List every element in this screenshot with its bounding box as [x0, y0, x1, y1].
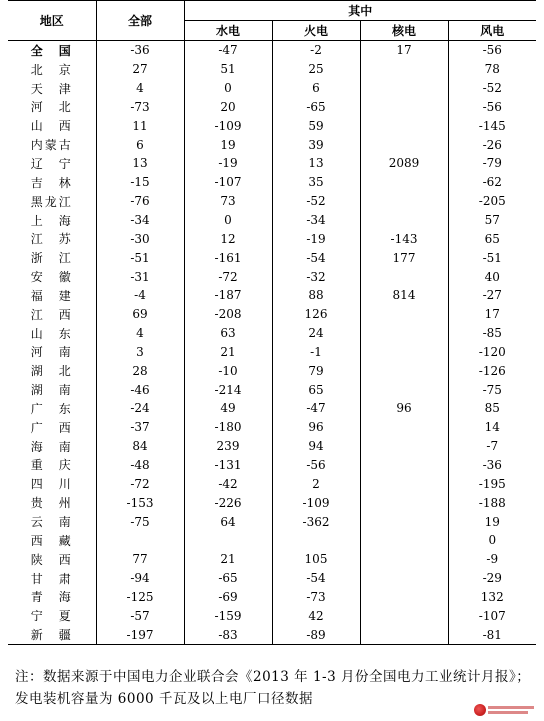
cell-wind: 57 — [484, 213, 500, 228]
cell-thermal: -19 — [272, 229, 360, 248]
cell-region: 河 南 — [8, 343, 96, 362]
cell-region: 新 疆 — [8, 625, 96, 644]
cell-hydro: 239 — [184, 437, 272, 456]
cell-total: 84 — [96, 437, 184, 456]
cell-hydro: -72 — [184, 267, 272, 286]
cell-nuclear — [360, 474, 448, 493]
cell-thermal: 105 — [272, 550, 360, 569]
cell-total: 27 — [96, 60, 184, 79]
cell-nuclear — [360, 324, 448, 343]
cell-hydro — [184, 531, 272, 550]
cell-region: 青 海 — [8, 587, 96, 606]
cell-total: 77 — [96, 550, 184, 569]
cell-total: -94 — [96, 569, 184, 588]
cell-thermal: 25 — [272, 60, 360, 79]
table-row — [8, 399, 536, 418]
cell-wind: -56 — [482, 99, 502, 114]
cell-total: -31 — [96, 267, 184, 286]
cell-hydro: 20 — [184, 98, 272, 117]
table-row — [8, 418, 536, 437]
cell-thermal: 42 — [272, 606, 360, 625]
cell-hydro: 19 — [184, 135, 272, 154]
cell-thermal: 126 — [272, 305, 360, 324]
cell-region: 北 京 — [8, 60, 96, 79]
cell-nuclear — [360, 305, 448, 324]
cell-thermal: 6 — [272, 79, 360, 98]
cell-total: -36 — [96, 41, 184, 60]
cell-nuclear: -143 — [360, 229, 448, 248]
watermark — [474, 702, 538, 718]
cell-wind: -188 — [478, 495, 506, 510]
cell-thermal: 35 — [272, 173, 360, 192]
cell-region: 江 苏 — [8, 229, 96, 248]
cell-thermal: 59 — [272, 116, 360, 135]
cell-nuclear — [360, 437, 448, 456]
cell-total: 28 — [96, 361, 184, 380]
cell-wind: -79 — [482, 156, 502, 171]
header-hydro: 水电 — [184, 21, 272, 41]
header-group: 其中 — [184, 1, 536, 21]
cell-nuclear — [360, 512, 448, 531]
header-wind: 风电 — [448, 21, 536, 41]
cell-hydro: -161 — [184, 248, 272, 267]
cell-thermal: -1 — [272, 343, 360, 362]
cell-total: 6 — [96, 135, 184, 154]
cell-hydro: -159 — [184, 606, 272, 625]
cell-wind: 0 — [488, 533, 497, 548]
cell-thermal: -34 — [272, 211, 360, 230]
table-row — [8, 229, 536, 248]
table-row — [8, 79, 536, 98]
table-row — [8, 474, 536, 493]
cell-region: 福 建 — [8, 286, 96, 305]
cell-total: -76 — [96, 192, 184, 211]
cell-wind: -7 — [486, 439, 499, 454]
table-row — [8, 286, 536, 305]
cell-region: 河 北 — [8, 98, 96, 117]
cell-thermal: -47 — [272, 399, 360, 418]
cell-total: -197 — [96, 625, 184, 644]
cell-wind: -26 — [482, 137, 502, 152]
cell-total: -15 — [96, 173, 184, 192]
cell-region: 四 川 — [8, 474, 96, 493]
source-note: 注：数据来源于中国电力企业联合会《2013 年 1-3 月份全国电力工业统计月报》；发电装机容量为 6000 千瓦及以上电厂口径数据 — [15, 669, 531, 707]
cell-nuclear — [360, 493, 448, 512]
table-row — [8, 98, 536, 117]
cell-thermal: -362 — [272, 512, 360, 531]
header-total: 全部 — [96, 1, 184, 41]
cell-region: 吉 林 — [8, 173, 96, 192]
table-row — [8, 361, 536, 380]
cell-wind: 85 — [484, 401, 500, 416]
cell-wind: -205 — [478, 194, 506, 209]
cell-nuclear — [360, 267, 448, 286]
cell-nuclear — [360, 343, 448, 362]
cell-region: 甘 肃 — [8, 569, 96, 588]
cell-hydro: 64 — [184, 512, 272, 531]
cell-wind: -145 — [478, 118, 506, 133]
cell-nuclear — [360, 79, 448, 98]
cell-total: 4 — [96, 324, 184, 343]
cell-wind: -81 — [448, 625, 536, 644]
cell-thermal — [272, 531, 360, 550]
table-row — [8, 324, 536, 343]
cell-nuclear — [360, 135, 448, 154]
cell-thermal: -2 — [272, 41, 360, 60]
cell-wind: 14 — [484, 420, 500, 435]
table-row — [8, 587, 536, 606]
cell-nuclear — [360, 418, 448, 437]
cell-wind: -126 — [478, 363, 506, 378]
cell-total: -4 — [96, 286, 184, 305]
cell-hydro: 63 — [184, 324, 272, 343]
cell-total: -37 — [96, 418, 184, 437]
header-region: 地区 — [8, 1, 96, 41]
cell-total — [96, 531, 184, 550]
cell-region: 江 西 — [8, 305, 96, 324]
cell-nuclear — [360, 98, 448, 117]
cell-region: 山 东 — [8, 324, 96, 343]
table-body — [8, 41, 536, 645]
cell-thermal: -56 — [272, 456, 360, 475]
cell-total: -72 — [96, 474, 184, 493]
cell-region: 安 徽 — [8, 267, 96, 286]
cell-hydro: 0 — [184, 79, 272, 98]
cell-nuclear — [360, 116, 448, 135]
cell-hydro: -208 — [184, 305, 272, 324]
cell-hydro: -10 — [184, 361, 272, 380]
cell-total: 3 — [96, 343, 184, 362]
cell-hydro: -180 — [184, 418, 272, 437]
cell-nuclear — [360, 211, 448, 230]
data-table-container — [8, 0, 536, 645]
table-row — [8, 550, 536, 569]
cell-wind: -27 — [482, 288, 502, 303]
table-row — [8, 493, 536, 512]
header-nuclear: 核电 — [360, 21, 448, 41]
table-row — [8, 343, 536, 362]
cell-total: 13 — [96, 154, 184, 173]
table-row — [8, 248, 536, 267]
cell-region: 广 西 — [8, 418, 96, 437]
cell-thermal: 88 — [272, 286, 360, 305]
cell-hydro: -19 — [184, 154, 272, 173]
cell-region: 西 藏 — [8, 531, 96, 550]
cell-nuclear — [360, 606, 448, 625]
cell-wind: -195 — [478, 476, 506, 491]
table-row — [8, 380, 536, 399]
cell-wind: 132 — [480, 589, 504, 604]
cell-nuclear — [360, 569, 448, 588]
cell-total: -73 — [96, 98, 184, 117]
cell-hydro: 21 — [184, 550, 272, 569]
cell-total: -34 — [96, 211, 184, 230]
cell-wind: -29 — [482, 571, 502, 586]
cell-region: 广 东 — [8, 399, 96, 418]
cell-nuclear — [360, 361, 448, 380]
cell-hydro: -69 — [184, 587, 272, 606]
cell-region: 全 国 — [8, 41, 96, 60]
cell-wind: -52 — [482, 81, 502, 96]
cell-nuclear: 17 — [360, 41, 448, 60]
table-row — [8, 456, 536, 475]
cell-thermal: -54 — [272, 569, 360, 588]
cell-nuclear — [360, 60, 448, 79]
cell-hydro: 49 — [184, 399, 272, 418]
cell-hydro: 51 — [184, 60, 272, 79]
cell-total: 4 — [96, 79, 184, 98]
site-logo-icon — [474, 704, 486, 716]
cell-nuclear — [360, 587, 448, 606]
cell-hydro: -131 — [184, 456, 272, 475]
cell-total: -75 — [96, 512, 184, 531]
table-row — [8, 305, 536, 324]
cell-thermal: 39 — [272, 135, 360, 154]
cell-total: -24 — [96, 399, 184, 418]
cell-thermal: -73 — [272, 587, 360, 606]
cell-nuclear: 177 — [360, 248, 448, 267]
cell-nuclear — [360, 380, 448, 399]
cell-wind: -107 — [478, 608, 506, 623]
table-row — [8, 154, 536, 173]
cell-nuclear — [360, 192, 448, 211]
cell-nuclear: 814 — [360, 286, 448, 305]
cell-region: 海 南 — [8, 437, 96, 456]
cell-total: -51 — [96, 248, 184, 267]
cell-hydro: -47 — [184, 41, 272, 60]
cell-nuclear — [360, 625, 448, 644]
table-row — [8, 173, 536, 192]
header-row-1 — [8, 1, 536, 21]
cell-thermal: -54 — [272, 248, 360, 267]
cell-region: 天 津 — [8, 79, 96, 98]
table-row — [8, 267, 536, 286]
table-row — [8, 135, 536, 154]
cell-region: 重 庆 — [8, 456, 96, 475]
cell-hydro: -83 — [184, 625, 272, 644]
cell-thermal: 79 — [272, 361, 360, 380]
cell-total: -48 — [96, 456, 184, 475]
header-thermal: 火电 — [272, 21, 360, 41]
cell-wind: 19 — [484, 514, 500, 529]
cell-thermal: -65 — [272, 98, 360, 117]
cell-thermal: -32 — [272, 267, 360, 286]
cell-thermal: 94 — [272, 437, 360, 456]
cell-nuclear — [360, 531, 448, 550]
cell-thermal: 2 — [272, 474, 360, 493]
cell-thermal: 96 — [272, 418, 360, 437]
cell-region: 云 南 — [8, 512, 96, 531]
table-row — [8, 192, 536, 211]
cell-hydro: -109 — [184, 116, 272, 135]
cell-region: 浙 江 — [8, 248, 96, 267]
cell-region: 陕 西 — [8, 550, 96, 569]
cell-total: -153 — [96, 493, 184, 512]
table-row — [8, 531, 536, 550]
table-row — [8, 41, 536, 60]
cell-total: 11 — [96, 116, 184, 135]
cell-region: 山 西 — [8, 116, 96, 135]
table-row — [8, 211, 536, 230]
cell-region: 上 海 — [8, 211, 96, 230]
cell-region: 内蒙古 — [8, 135, 96, 154]
cell-hydro: 21 — [184, 343, 272, 362]
cell-wind: -36 — [482, 457, 502, 472]
cell-wind: -75 — [482, 382, 502, 397]
cell-wind: -62 — [482, 175, 502, 190]
cell-wind: 40 — [484, 269, 500, 284]
cell-hydro: -65 — [184, 569, 272, 588]
watermark-text-graphic — [488, 706, 534, 714]
cell-wind: -85 — [482, 326, 502, 341]
cell-total: -46 — [96, 380, 184, 399]
cell-region: 宁 夏 — [8, 606, 96, 625]
cell-wind: 17 — [484, 307, 500, 322]
cell-thermal: 65 — [272, 380, 360, 399]
cell-thermal: -52 — [272, 192, 360, 211]
cell-region: 黑龙江 — [8, 192, 96, 211]
cell-hydro: -42 — [184, 474, 272, 493]
table-row — [8, 569, 536, 588]
table-row — [8, 606, 536, 625]
cell-thermal: -109 — [272, 493, 360, 512]
cell-nuclear — [360, 173, 448, 192]
cell-total: 69 — [96, 305, 184, 324]
cell-hydro: -187 — [184, 286, 272, 305]
cell-nuclear — [360, 456, 448, 475]
cell-region: 湖 南 — [8, 380, 96, 399]
cell-wind: -120 — [478, 344, 506, 359]
cell-region: 辽 宁 — [8, 154, 96, 173]
cell-hydro: 0 — [184, 211, 272, 230]
cell-nuclear: 96 — [360, 399, 448, 418]
cell-hydro: 12 — [184, 229, 272, 248]
cell-nuclear: 2089 — [360, 154, 448, 173]
cell-wind: 78 — [484, 62, 500, 77]
cell-hydro: -107 — [184, 173, 272, 192]
table-row — [8, 625, 536, 644]
table-row — [8, 60, 536, 79]
table-row — [8, 116, 536, 135]
cell-wind: -9 — [486, 552, 499, 567]
cell-hydro: 73 — [184, 192, 272, 211]
cell-thermal: 13 — [272, 154, 360, 173]
cell-region: 贵 州 — [8, 493, 96, 512]
table-row — [8, 437, 536, 456]
utilization-hours-table — [8, 0, 536, 645]
table-row — [8, 512, 536, 531]
cell-wind: -51 — [482, 250, 502, 265]
cell-wind: -56 — [482, 43, 502, 58]
cell-region: 湖 北 — [8, 361, 96, 380]
cell-total: -30 — [96, 229, 184, 248]
cell-thermal: 24 — [272, 324, 360, 343]
cell-total: -125 — [96, 587, 184, 606]
cell-thermal: -89 — [272, 625, 360, 644]
cell-hydro: -214 — [184, 380, 272, 399]
cell-hydro: -226 — [184, 493, 272, 512]
cell-wind: 65 — [484, 231, 500, 246]
cell-nuclear — [360, 550, 448, 569]
cell-total: -57 — [96, 606, 184, 625]
